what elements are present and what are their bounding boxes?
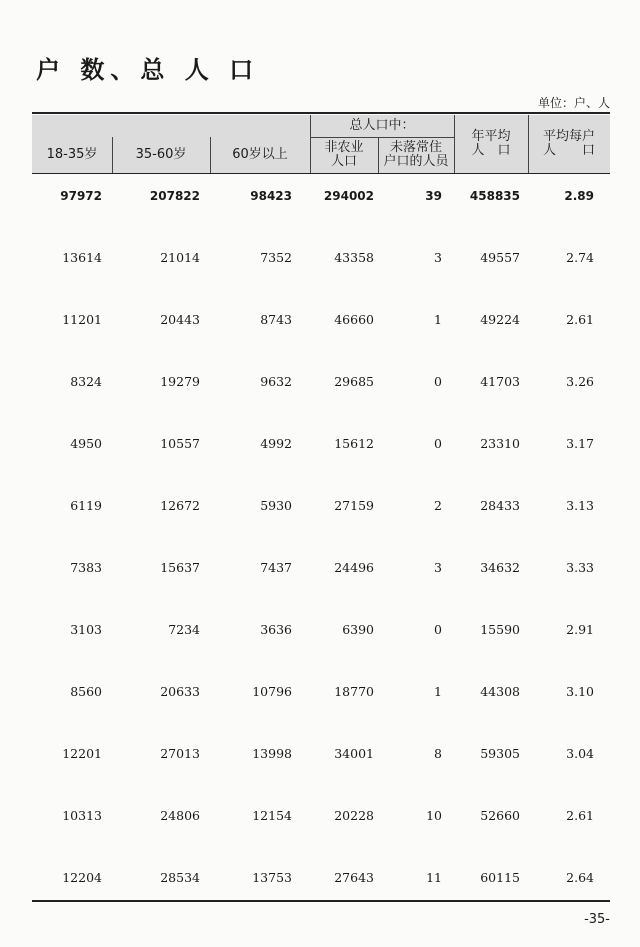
table-cell: 3: [434, 250, 442, 265]
table-row: [32, 371, 610, 393]
table-cell: 28433: [480, 498, 520, 513]
table-cell: 207822: [149, 189, 200, 203]
table-cell: 1: [434, 684, 442, 699]
table-cell: 3.10: [566, 684, 594, 699]
table-row-total: [32, 185, 610, 207]
table-cell: 0: [434, 436, 442, 451]
header-divider: [310, 115, 311, 173]
table-row: [32, 867, 610, 889]
header-col-35-60: 35-60岁: [135, 147, 187, 162]
table-cell: 11: [426, 870, 442, 885]
table-cell: 13998: [252, 746, 292, 761]
table-cell: 24496: [334, 560, 374, 575]
table-cell: 2.61: [566, 808, 594, 823]
table-cell: 3636: [260, 622, 292, 637]
top-rule: [32, 112, 610, 114]
table-cell: 6119: [70, 498, 102, 513]
table-cell: 43358: [334, 250, 374, 265]
table-row: [32, 247, 610, 269]
header-col-18-35: 18-35岁: [46, 147, 98, 162]
table-cell: 59305: [480, 746, 520, 761]
table-cell: 41703: [480, 374, 520, 389]
table-cell: 15637: [160, 560, 200, 575]
table-cell: 2.74: [566, 250, 594, 265]
header-divider: [112, 137, 113, 173]
table-cell: 10: [426, 808, 442, 823]
table-cell: 8324: [70, 374, 102, 389]
page-number: -35-: [584, 912, 610, 927]
header-col-avg-per-household: 平均每户 人 口: [542, 129, 595, 158]
table-cell: 10796: [252, 684, 292, 699]
table-cell: 7352: [260, 250, 292, 265]
table-cell: 3103: [70, 622, 102, 637]
table-row: [32, 743, 610, 765]
table-cell: 52660: [480, 808, 520, 823]
table-header: [32, 115, 610, 174]
table-cell: 60115: [480, 870, 520, 885]
table-cell: 39: [425, 189, 442, 203]
table-cell: 2.91: [566, 622, 594, 637]
table-cell: 2.64: [566, 870, 594, 885]
table-cell: 24806: [160, 808, 200, 823]
table-cell: 46660: [334, 312, 374, 327]
table-cell: 12154: [252, 808, 292, 823]
table-cell: 44308: [480, 684, 520, 699]
table-cell: 13614: [62, 250, 102, 265]
table-cell: 12201: [62, 746, 102, 761]
page-title: 户 数、总 人 口: [36, 56, 260, 84]
table-cell: 294002: [323, 189, 374, 203]
unit-label: 单位：户、人: [537, 96, 610, 110]
header-col-unregistered: 未落常住 户口的人员: [383, 140, 449, 169]
table-cell: 0: [434, 622, 442, 637]
table-row: [32, 433, 610, 455]
table-cell: 3.17: [566, 436, 594, 451]
table-cell: 3.26: [566, 374, 594, 389]
table-cell: 5930: [260, 498, 292, 513]
table-cell: 3.33: [566, 560, 594, 575]
table-row: [32, 557, 610, 579]
table-cell: 27013: [160, 746, 200, 761]
table-cell: 458835: [469, 189, 520, 203]
table-cell: 49557: [480, 250, 520, 265]
table-cell: 49224: [480, 312, 520, 327]
bottom-rule: [32, 900, 610, 902]
header-divider: [528, 115, 529, 173]
table-cell: 10557: [160, 436, 200, 451]
table-cell: 21014: [160, 250, 200, 265]
table-cell: 98423: [250, 189, 292, 203]
table-row: [32, 681, 610, 703]
table-cell: 27643: [334, 870, 374, 885]
table-cell: 8743: [260, 312, 292, 327]
table-cell: 3.13: [566, 498, 594, 513]
table-cell: 13753: [252, 870, 292, 885]
table-cell: 4950: [70, 436, 102, 451]
table-cell: 97972: [60, 189, 102, 203]
table-cell: 10313: [62, 808, 102, 823]
table-cell: 23310: [480, 436, 520, 451]
table-cell: 34632: [480, 560, 520, 575]
table-cell: 29685: [334, 374, 374, 389]
table-cell: 28534: [160, 870, 200, 885]
table-cell: 20633: [160, 684, 200, 699]
table-cell: 7383: [70, 560, 102, 575]
table-cell: 3: [434, 560, 442, 575]
table-row: [32, 495, 610, 517]
table-cell: 11201: [62, 312, 102, 327]
table-cell: 6390: [342, 622, 374, 637]
table-cell: 12672: [160, 498, 200, 513]
header-col-avg-pop: 年平均 人 口: [471, 129, 511, 158]
table-cell: 7437: [260, 560, 292, 575]
table-cell: 2.61: [566, 312, 594, 327]
table-cell: 20228: [334, 808, 374, 823]
table-cell: 8560: [70, 684, 102, 699]
header-divider: [454, 115, 455, 173]
table-cell: 8: [434, 746, 442, 761]
table-cell: 3.04: [566, 746, 594, 761]
table-cell: 20443: [160, 312, 200, 327]
table-cell: 34001: [334, 746, 374, 761]
table-cell: 18770: [334, 684, 374, 699]
header-col-non-agri: 非农业 人口: [324, 140, 364, 169]
table-cell: 7234: [168, 622, 200, 637]
header-divider: [378, 137, 379, 173]
header-group-label: 总人口中：: [349, 118, 415, 133]
table-cell: 0: [434, 374, 442, 389]
table-row: [32, 619, 610, 641]
table-cell: 19279: [160, 374, 200, 389]
table-cell: 4992: [260, 436, 292, 451]
table-cell: 2: [434, 498, 442, 513]
table-row: [32, 309, 610, 331]
header-divider: [210, 137, 211, 173]
table-cell: 9632: [260, 374, 292, 389]
table-cell: 2.89: [564, 189, 594, 203]
table-cell: 1: [434, 312, 442, 327]
table-cell: 15590: [480, 622, 520, 637]
table-cell: 27159: [334, 498, 374, 513]
table-cell: 15612: [334, 436, 374, 451]
header-col-60-plus: 60岁以上: [232, 147, 288, 162]
table-row: [32, 805, 610, 827]
table-cell: 12204: [62, 870, 102, 885]
